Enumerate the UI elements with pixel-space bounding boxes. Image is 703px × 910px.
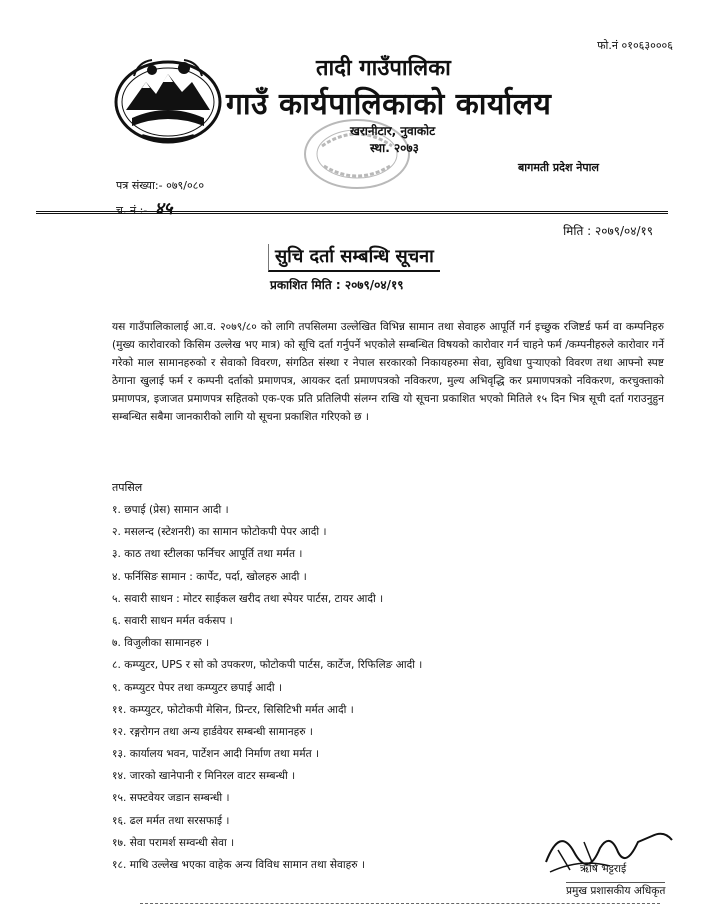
list-item: १५. सफ्टवेयर जडान सम्बन्धी । <box>112 792 230 805</box>
province-name: बागमती प्रदेश नेपाल <box>518 161 599 174</box>
list-item: ७. विजुलीका सामानहरु । <box>112 637 210 650</box>
list-item: १४. जारको खानेपानी र मिनिरल वाटर सम्बन्धी । <box>112 770 296 783</box>
list-item: १. छपाई (प्रेस) सामान आदी । <box>112 504 229 516</box>
office-address: खरानीटार, नुवाकोट <box>350 124 436 138</box>
list-item: १३. कार्यालय भवन, पार्टेशन आदी निर्माण तथा मर्मत । <box>112 748 320 761</box>
list-item: ६. सवारी साधन मर्मत वर्कसप । <box>112 614 233 627</box>
letter-date: मिति : २०७९/०४/१९ <box>563 224 653 238</box>
list-item: ५. सवारी साधन : मोटर साईकल खरीद तथा स्पेयर पार्टस, टायर आदी । <box>112 592 384 605</box>
dispatch-label: च. नं :- <box>116 204 148 217</box>
signatory-title: प्रमुख प्रशासकीय अधिकृत <box>566 882 665 898</box>
list-item: १२. रङ्गरोगन तथा अन्य हार्डवेयर सम्बन्धी सामानहरु । <box>112 725 313 738</box>
office-name: गाउँ कार्यपालिकाको कार्यालय <box>226 87 552 122</box>
nepal-emblem-icon <box>112 52 224 146</box>
signatory-name: ऋषि भट्टराई <box>580 863 627 875</box>
phone-number: फो.नं ०१०६३०००६ <box>597 39 673 52</box>
published-date: प्रकाशित मिति : २०७९/०४/१९ <box>270 278 404 292</box>
established-year: स्था. २०७३ <box>370 141 419 155</box>
dispatch-value: ४५ <box>154 199 173 219</box>
list-item: ९. कम्प्युटर पेपर तथा कम्प्युटर छपाई आदी । <box>112 681 283 694</box>
list-item: ३. काठ तथा स्टीलका फर्निचर आपूर्ति तथा मर्मत । <box>112 548 303 561</box>
rural-municipality-name: तादी गाउँपालिका <box>316 56 451 81</box>
list-item: २. मसलन्द (स्टेशनरी) का सामान फोटोकपी पेपर आदी । <box>112 526 327 539</box>
items-list <box>112 499 422 876</box>
notice-body: यस गाउँपालिकालाई आ.व. २०७९/८० को लागि तपसिलमा उल्लेखित विभिन्न सामान तथा सेवाहरु आपूर्ति गर्न इच्छुक रजिष्टर्ड फर्म वा कम्पनिहरु (मुख्य कारोवारको किसिम उल्लेख भए मात्र) को सूचि दर्ता गर्नुपर्ने भएकोले सम्बन्धित विषयको कारोवार गर्न चाहने फर्म /कम्पनीहरुले कारोवार गर्ने गरेको माल सामानहरुको र सेवाको विवरण, संगठित संस्था र नेपाल सरकारको निकायहरुमा सेवा, सुविधा पुऱ्याएको विवरण तथा आफ्नो स्पष्ट ठेगाना खुलाई फर्म र कम्पनी दर्ताको प्रमाणपत्र, आयकर दर्ता प्रमाणपत्रको नविकरण, मुल्य अभिवृद्धि कर प्रमाणपत्रको नविकरण, करचुक्ताको प्रमाणपत्र, इजाजत प्रमाणपत्र सहितको एक-एक प्रति प्रतिलिपी संलग्न राखि यो सूचना प्रकाशित भएको मितिले १५ दिन भित्र सूची दर्ता गराउनुहुन सम्बन्धित सबैमा जानकारीको लागि यो सूचना प्रकाशित गरिएको छ । <box>112 321 664 423</box>
subject-title: सुचि दर्ता सम्बन्धि सूचना <box>275 246 434 267</box>
list-item: १७. सेवा परामर्श सम्वन्धी सेवा । <box>112 836 235 849</box>
footer-divider <box>140 903 660 904</box>
subject-box <box>268 244 440 272</box>
list-item: १८. माथि उल्लेख भएका वाहेक अन्य विविध सामान तथा सेवाहरु । <box>112 859 365 871</box>
list-item: ११. कम्प्युटर, फोटोकपी मेसिन, प्रिन्टर, सिसिटिभी मर्मत आदी । <box>112 703 354 716</box>
list-heading: तपसिल <box>112 481 143 494</box>
list-item: १६. ढल मर्मत तथा सरसफाई । <box>112 814 230 827</box>
letter-number-value: ०७९/०८० <box>166 179 205 192</box>
header-divider <box>36 211 668 214</box>
letter-number-label: पत्र संख्या:- <box>116 179 163 192</box>
letter-number <box>116 178 204 193</box>
list-item: ४. फर्निसिङ सामान : कार्पेट, पर्दा, खोलहरु आदी । <box>112 570 307 583</box>
dispatch-number <box>116 196 172 219</box>
list-item: ८. कम्प्युटर, UPS र सो को उपकरण, फोटोकपी पार्टस, कार्टेज, रिफिलिङ आदी । <box>112 659 423 672</box>
